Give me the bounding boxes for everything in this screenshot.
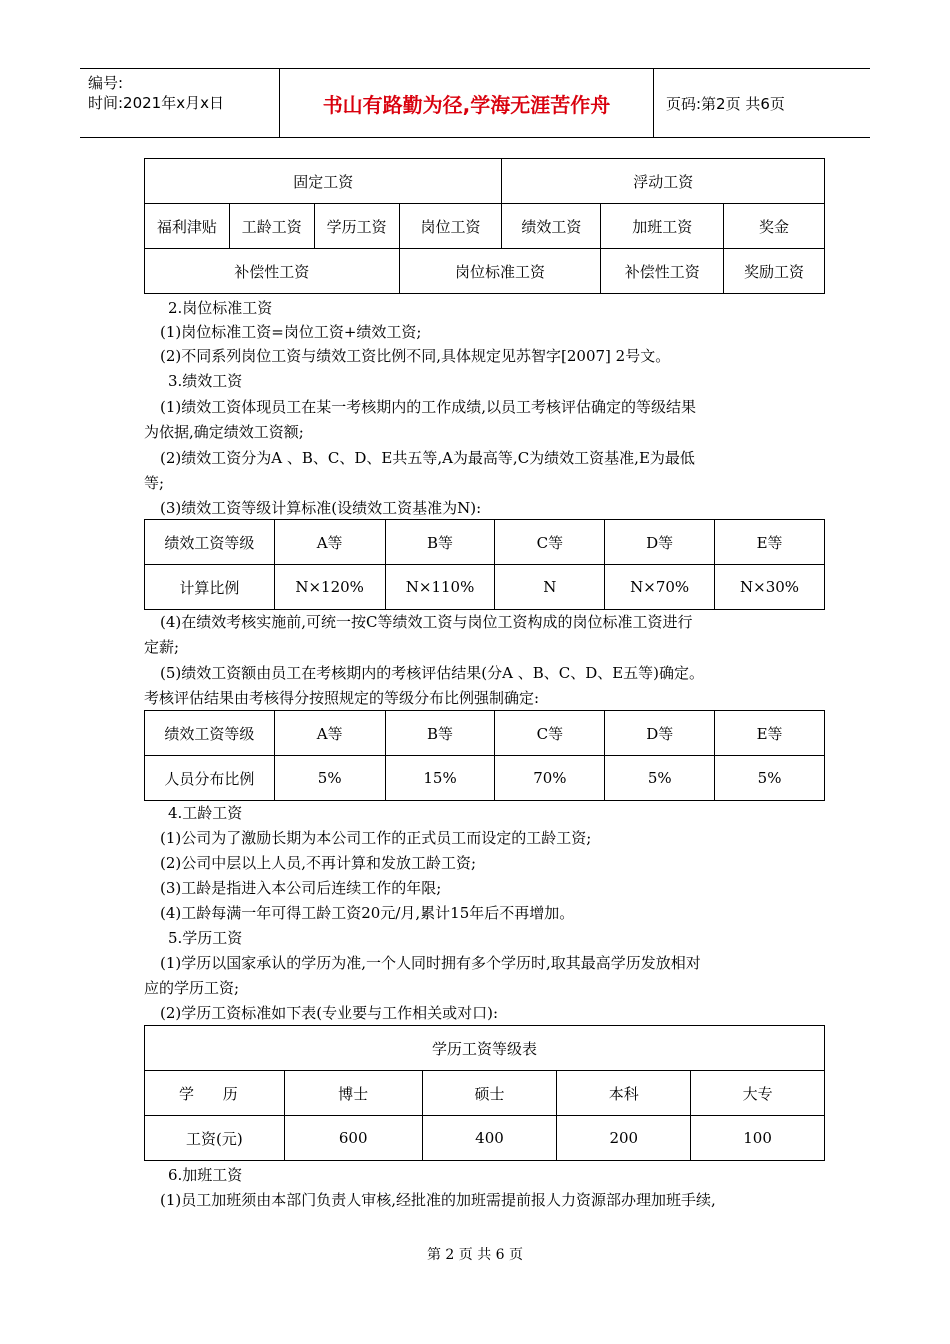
paragraph: (1)岗位标准工资=岗位工资+绩效工资; [160, 323, 422, 341]
table-cell: 计算比例 [145, 565, 275, 610]
table-cell: C等 [495, 711, 605, 756]
table-cell: 400 [422, 1116, 557, 1161]
paragraph: (2)公司中层以上人员,不再计算和发放工龄工资; [160, 854, 477, 872]
header-page-label: 页码:第2页 共6页 [666, 94, 785, 113]
paragraph: (1)公司为了激励长期为本公司工作的正式员工而设定的工龄工资; [160, 829, 592, 847]
paragraph: 考核评估结果由考核得分按照规定的等级分布比例强制确定: [144, 689, 540, 707]
header-motto: 书山有路勤为径,学海无涯苦作舟 [280, 69, 654, 137]
table-cell: 奖金 [724, 204, 825, 249]
table-cell: 15% [385, 756, 495, 801]
table-cell: 加班工资 [601, 204, 724, 249]
table-cell: 大专 [691, 1071, 825, 1116]
table-cell: 岗位工资 [399, 204, 502, 249]
table-cell: 工资(元) [145, 1116, 285, 1161]
table-cell: 学历工资 [314, 204, 399, 249]
time-label: 时间:2021年x月x日 [88, 94, 224, 112]
table-cell: A等 [274, 520, 385, 565]
table-cell: D等 [605, 711, 715, 756]
table-cell: 绩效工资等级 [145, 520, 275, 565]
table-cell: 固定工资 [145, 159, 502, 204]
paragraph: 等; [144, 474, 165, 492]
table-cell: 绩效工资 [502, 204, 601, 249]
section-heading: 5.学历工资 [168, 929, 243, 947]
table-cell: N [495, 565, 605, 610]
table-cell: 5% [715, 756, 825, 801]
table-cell: 600 [284, 1116, 422, 1161]
number-label: 编号: [88, 74, 124, 92]
table-cell: 70% [495, 756, 605, 801]
paragraph: (2)学历工资标准如下表(专业要与工作相关或对口): [160, 1004, 499, 1022]
section-heading: 2.岗位标准工资 [168, 299, 273, 317]
education-wage-table [144, 1025, 825, 1161]
table-cell: 硕士 [422, 1071, 557, 1116]
header-meta [80, 69, 280, 137]
table-cell: 工龄工资 [229, 204, 314, 249]
table-cell: 200 [557, 1116, 691, 1161]
table-cell: C等 [495, 520, 605, 565]
table-cell: N×110% [385, 565, 495, 610]
paragraph: (1)学历以国家承认的学历为准,一个人同时拥有多个学历时,取其最高学历发放相对 [160, 954, 701, 972]
table-cell: 岗位标准工资 [399, 249, 601, 294]
paragraph: (1)绩效工资体现员工在某一考核期内的工作成绩,以员工考核评估确定的等级结果 [160, 398, 697, 416]
table-cell: N×30% [715, 565, 825, 610]
page-footer: 第 2 页 共 6 页 [426, 1247, 524, 1263]
table-title: 学历工资等级表 [145, 1026, 825, 1071]
paragraph: (1)员工加班须由本部门负责人审核,经批准的加班需提前报人力资源部办理加班手续, [160, 1191, 716, 1209]
table-cell: E等 [715, 520, 825, 565]
table-cell: N×70% [605, 565, 715, 610]
performance-ratio-table [144, 519, 825, 610]
paragraph: (3)工龄是指进入本公司后连续工作的年限; [160, 879, 442, 897]
table-cell: 浮动工资 [502, 159, 825, 204]
page-header [80, 68, 870, 138]
table-cell: 5% [274, 756, 385, 801]
section-heading: 6.加班工资 [168, 1166, 243, 1184]
table-cell: 本科 [557, 1071, 691, 1116]
table-cell: A等 [274, 711, 385, 756]
paragraph: (2)不同系列岗位工资与绩效工资比例不同,具体规定见苏智字[2007] 2号文。 [160, 347, 671, 365]
section-heading: 4.工龄工资 [168, 804, 243, 822]
table-cell: E等 [715, 711, 825, 756]
table-cell: N×120% [274, 565, 385, 610]
table-cell: 福利津贴 [145, 204, 230, 249]
table-cell: 奖励工资 [724, 249, 825, 294]
paragraph: (2)绩效工资分为A 、B、C、D、E共五等,A为最高等,C为绩效工资基准,E为最低 [160, 449, 695, 467]
table-cell: B等 [385, 711, 495, 756]
table-cell: 学 历 [145, 1071, 285, 1116]
table-cell: 绩效工资等级 [145, 711, 275, 756]
paragraph: 定薪; [144, 638, 180, 656]
paragraph: 应的学历工资; [144, 979, 240, 997]
wage-structure-table [144, 158, 825, 294]
table-cell: 补偿性工资 [601, 249, 724, 294]
paragraph: (5)绩效工资额由员工在考核期内的考核评估结果(分A 、B、C、D、E五等)确定。 [160, 664, 705, 682]
table-cell: B等 [385, 520, 495, 565]
section-heading: 3.绩效工资 [168, 372, 243, 390]
table-cell: 补偿性工资 [145, 249, 400, 294]
paragraph: (4)在绩效考核实施前,可统一按C等绩效工资与岗位工资构成的岗位标准工资进行 [160, 613, 693, 631]
table-cell: 5% [605, 756, 715, 801]
paragraph: 为依据,确定绩效工资额; [144, 423, 304, 441]
distribution-ratio-table [144, 710, 825, 801]
paragraph: (4)工龄每满一年可得工龄工资20元/月,累计15年后不再增加。 [160, 904, 575, 922]
table-cell: 100 [691, 1116, 825, 1161]
paragraph: (3)绩效工资等级计算标准(设绩效工资基准为N): [160, 499, 482, 517]
table-cell: 博士 [284, 1071, 422, 1116]
table-cell: D等 [605, 520, 715, 565]
table-cell: 人员分布比例 [145, 756, 275, 801]
